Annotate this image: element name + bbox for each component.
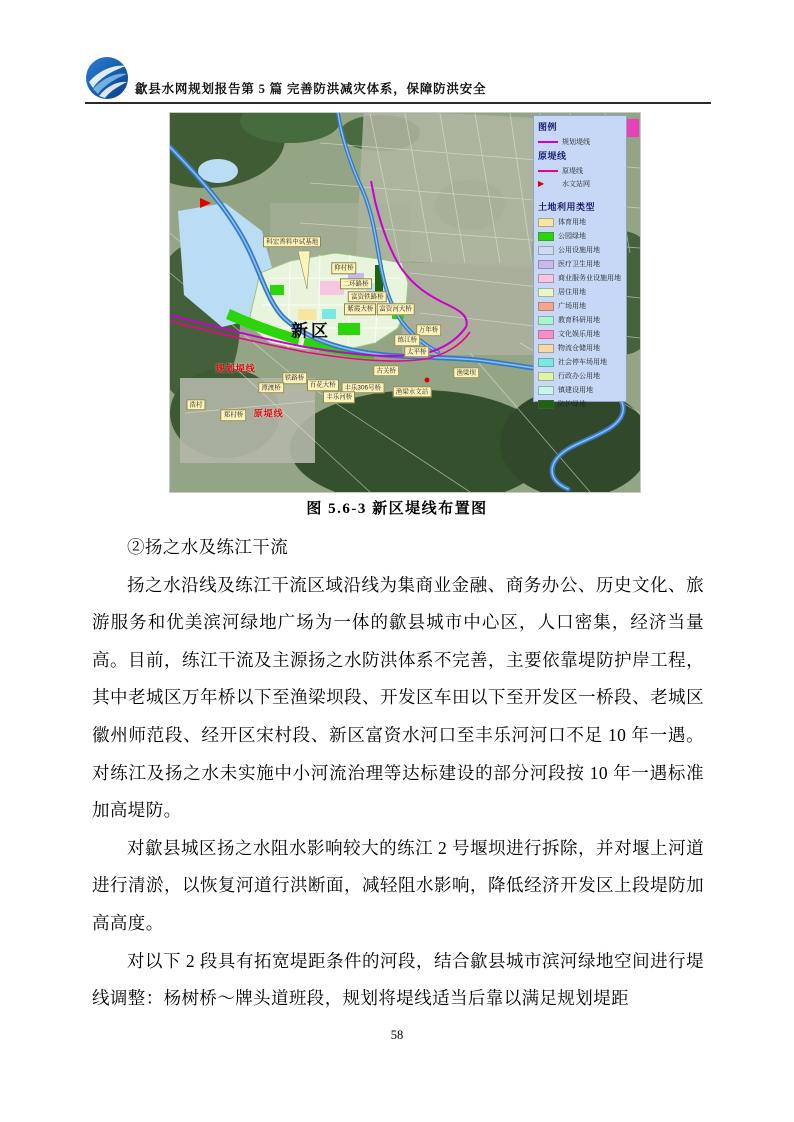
legend-item: 居住用地 bbox=[538, 285, 622, 299]
map-bridge-label: 二环路桥 bbox=[340, 278, 372, 289]
map-bridge-label: 丰乐河桥 bbox=[323, 392, 355, 403]
legend-swatch bbox=[538, 274, 554, 283]
map-bridge-label: 紫霞大桥 bbox=[344, 304, 376, 315]
paragraph: 对歙县城区扬之水阻水影响较大的练江 2 号堰坝进行拆除，并对堰上河道进行清淤，以恢复河道行洪断面，减轻阻水影响，降低经济开发区上段堤防加高高度。 bbox=[92, 837, 704, 933]
body-text bbox=[92, 529, 704, 1018]
paragraph: ②扬之水及练江干流 bbox=[127, 537, 289, 557]
hydro-station-dot-icon bbox=[425, 378, 430, 383]
map-bridge-label: 丰乐306号桥 bbox=[341, 382, 384, 393]
water-brand-logo-icon bbox=[85, 56, 129, 100]
legend-subtitle: 原堤线 bbox=[538, 151, 567, 161]
red-triangle-icon: ▶ bbox=[538, 178, 545, 188]
legend-title: 图例 bbox=[538, 122, 558, 132]
map-bridge-label: 铁路桥 bbox=[282, 373, 308, 384]
legend-swatch bbox=[538, 218, 554, 227]
legend-swatch bbox=[538, 288, 554, 297]
legend-item: 商业服务业设施用地 bbox=[538, 271, 622, 285]
legend-item: 社会停车场用地 bbox=[538, 355, 622, 369]
legend-swatch bbox=[538, 400, 554, 409]
legend-item: 广场用地 bbox=[538, 299, 622, 313]
legend-item: 镇建设用地 bbox=[538, 383, 622, 397]
legend-landuse-list bbox=[538, 215, 622, 411]
legend-swatch bbox=[538, 302, 554, 311]
map-bridge-label: 浩村 bbox=[186, 399, 205, 410]
dike-line-annotation: 规划堤线 bbox=[215, 363, 256, 374]
legend-item: 医疗卫生用地 bbox=[538, 257, 622, 271]
legend-item: 体育用地 bbox=[538, 215, 622, 229]
map-bridge-label: 潭渡桥 bbox=[258, 382, 284, 393]
map-bridge-label: 郑村桥 bbox=[221, 410, 247, 421]
map-bridge-label: 百花大桥 bbox=[307, 379, 339, 390]
map-bridge-label: 富资铁路桥 bbox=[348, 291, 387, 302]
figure-caption: 图 5.6-3 新区堤线布置图 bbox=[306, 501, 488, 517]
legend-swatch bbox=[538, 232, 554, 241]
legend-swatch bbox=[538, 330, 554, 339]
map-legend bbox=[533, 115, 627, 408]
legend-item: 防护绿地 bbox=[538, 397, 622, 411]
page-header bbox=[85, 58, 711, 104]
map-bridge-label: 富资河大桥 bbox=[376, 304, 415, 315]
header-title: 歙县水网规划报告第 5 篇 完善防洪减灾体系，保障防洪安全 bbox=[135, 82, 487, 96]
planned-line-swatch bbox=[538, 141, 558, 143]
map-bridge-label: 万年桥 bbox=[416, 324, 442, 335]
paragraph: 扬之水沿线及练江干流区域沿线为集商业金融、商务办公、历史文化、旅游服务和优美滨河绿地广场为一体的歙县城市中心区，人口密集，经济当量高。目前，练江干流及主源扬之水防洪体系不完善，主要依靠堤防护岸工程，其中老城区万年桥以下至渔梁坝段、开发区车田以下至开发区一桥段、老城区徽州师范段、经开区宋村段、新区富资水河口至丰乐河河口不足 10 年一遇。对练江及扬之水未实施中小河流治理等达标建设的部分河段按 10 年一遇标准加高堤防。 bbox=[92, 574, 704, 821]
legend-swatch bbox=[538, 260, 554, 269]
legend-landuse-title: 土地利用类型 bbox=[538, 202, 596, 212]
map-bridge-label: 古关桥 bbox=[373, 365, 399, 376]
legend-swatch bbox=[538, 344, 554, 353]
map-bridge-label: 仰村桥 bbox=[331, 263, 357, 274]
legend-item: 物流仓储用地 bbox=[538, 341, 622, 355]
district-label: 新区 bbox=[291, 321, 331, 341]
map-bridge-label: 科宏香料中试基地 bbox=[263, 236, 321, 247]
page-number: 58 bbox=[390, 1028, 404, 1042]
legend-item: 教育科研用地 bbox=[538, 313, 622, 327]
map-bridge-label: 太平桥 bbox=[404, 346, 430, 357]
legend-swatch bbox=[538, 358, 554, 367]
original-line-swatch bbox=[538, 170, 558, 172]
map-bridge-label: 练江桥 bbox=[395, 335, 421, 346]
map-bridge-label: 渔梁水文站 bbox=[393, 386, 432, 397]
dike-line-annotation: 原堤线 bbox=[253, 408, 284, 419]
map-bridge-label: 渔梁坝 bbox=[453, 367, 479, 378]
legend-item: 公园绿地 bbox=[538, 229, 622, 243]
legend-original-line: 原堤线 bbox=[538, 164, 622, 177]
legend-swatch bbox=[538, 372, 554, 381]
legend-item: 文化娱乐用地 bbox=[538, 327, 622, 341]
legend-swatch bbox=[538, 316, 554, 325]
legend-swatch bbox=[538, 386, 554, 395]
legend-item: 公用设施用地 bbox=[538, 243, 622, 257]
legend-hydro-station: ▶ 水文站网 bbox=[538, 178, 590, 188]
paragraph: 对以下 2 段具有拓宽堤距条件的河段，结合歙县城市滨河绿地空间进行堤线调整：杨树桥～牌头道班段，规划将堤线适当后靠以满足规划堤距 bbox=[92, 950, 704, 1009]
legend-item: 行政办公用地 bbox=[538, 369, 622, 383]
legend-swatch bbox=[538, 246, 554, 255]
legend-planned-line: 规划堤线 bbox=[538, 135, 622, 148]
map-figure bbox=[170, 113, 640, 492]
